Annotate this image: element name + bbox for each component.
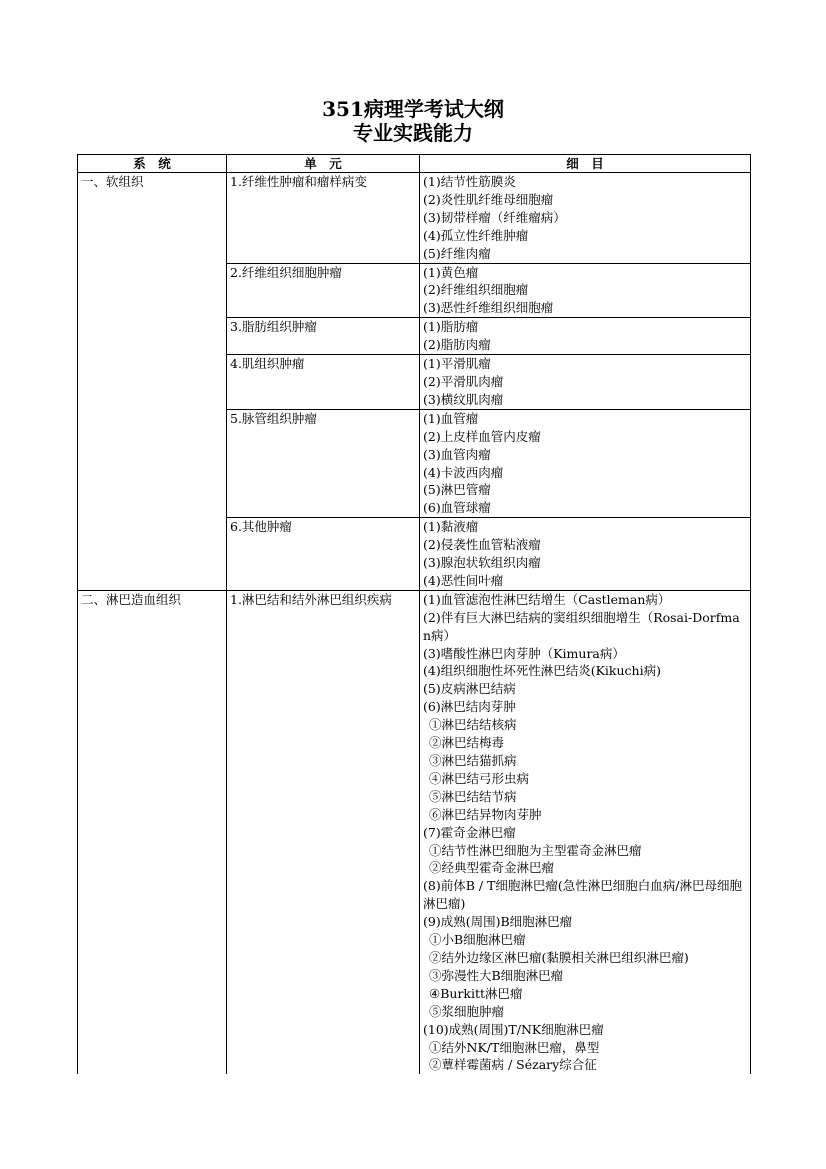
detail-item: (3)横纹肌肉瘤 [423, 391, 504, 407]
detail-item: ⑤浆细胞肿瘤 [429, 1003, 505, 1019]
unit-cell: 1.纤维性肿瘤和瘤样病变 [227, 173, 420, 264]
detail-item: ②结外边缘区淋巴瘤(黏膜相关淋巴组织淋巴瘤) [429, 949, 689, 965]
detail-item: (4)孤立性纤维肿瘤 [423, 227, 529, 243]
unit-cell: 3.脂肪组织肿瘤 [227, 318, 420, 355]
system-cell [78, 318, 227, 355]
table-row [78, 409, 751, 517]
detail-item: ①结外NK/T细胞淋巴瘤，鼻型 [429, 1039, 600, 1055]
detail-item: (4)组织细胞性坏死性淋巴结炎(Kikuchi病) [423, 663, 661, 679]
detail-item: ⑤淋巴结结节病 [429, 788, 517, 804]
detail-item: (2)平滑肌肉瘤 [423, 373, 504, 389]
detail-item: ①淋巴结结核病 [429, 717, 517, 733]
detail-item: (1)血管瘤 [423, 410, 479, 426]
detail-item: (1)平滑肌瘤 [423, 356, 491, 372]
table-row [78, 355, 751, 410]
detail-item: (6)血管球瘤 [423, 500, 491, 516]
table-row [78, 173, 751, 264]
detail-cell [420, 590, 751, 1074]
detail-item: ③淋巴结猫抓病 [429, 753, 517, 768]
system-cell: 二、淋巴造血组织 [78, 590, 227, 1074]
detail-item: (2)脂肪肉瘤 [423, 337, 491, 353]
detail-item: (3)韧带样瘤（纤维瘤病） [423, 209, 566, 225]
detail-item: ⑥淋巴结异物肉芽肿 [429, 806, 542, 822]
header-detail: 细 目 [420, 155, 751, 173]
detail-item: (1)脂肪瘤 [423, 319, 479, 335]
system-cell [78, 263, 227, 318]
detail-item: (8)前体B / T细胞淋巴瘤(急性淋巴细胞白血病/淋巴母细胞淋巴瘤) [423, 878, 742, 912]
detail-cell [420, 355, 751, 410]
detail-item: ④淋巴结弓形虫病 [429, 770, 530, 786]
detail-item: ③弥漫性大B细胞淋巴瘤 [429, 967, 564, 983]
detail-cell [420, 263, 751, 318]
detail-item: ①小B细胞淋巴瘤 [429, 932, 526, 948]
detail-item: (4)卡波西肉瘤 [423, 464, 504, 480]
detail-item: (2)上皮样血管内皮瘤 [423, 428, 541, 444]
unit-cell: 5.脉管组织肿瘤 [227, 409, 420, 517]
detail-item: (9)成熟(周围)B细胞淋巴瘤 [423, 914, 573, 930]
page-title: 351病理学考试大纲 [322, 97, 504, 121]
unit-cell: 2.纤维组织细胞肿瘤 [227, 263, 420, 318]
table-body [78, 173, 751, 1075]
detail-item: (1)黏液瘤 [423, 519, 479, 535]
unit-cell: 1.淋巴结和结外淋巴组织疾病 [227, 590, 420, 1074]
syllabus-table [77, 154, 751, 1074]
detail-cell [420, 173, 751, 264]
detail-item: ②淋巴结梅毒 [429, 735, 505, 751]
detail-item: (10)成熟(周围)T/NK细胞淋巴瘤 [423, 1021, 604, 1037]
system-cell [78, 518, 227, 591]
table-row [78, 318, 751, 355]
detail-item: (2)侵袭性血管粘液瘤 [423, 537, 541, 553]
unit-cell: 4.肌组织肿瘤 [227, 355, 420, 410]
detail-item: (1)血管滤泡性淋巴结增生（Castleman病） [423, 591, 671, 607]
detail-item: (3)血管肉瘤 [423, 446, 491, 462]
header-row [78, 155, 751, 173]
detail-item: (2)伴有巨大淋巴结病的窦组织细胞增生（Rosai-Dorfman病） [423, 609, 740, 643]
detail-item: (4)恶性间叶瘤 [423, 572, 504, 588]
header-unit: 单 元 [227, 155, 420, 173]
table-row [78, 263, 751, 318]
detail-item: (1)结节性筋膜炎 [423, 174, 516, 189]
detail-item: (2)纤维组织细胞瘤 [423, 282, 529, 298]
detail-item: ②蕈样霉菌病 / Sézary综合征 [429, 1057, 597, 1073]
system-cell: 一、软组织 [78, 173, 227, 264]
detail-cell [420, 518, 751, 591]
system-cell [78, 355, 227, 410]
detail-item: (6)淋巴结肉芽肿 [423, 699, 516, 715]
detail-item: (2)炎性肌纤维母细胞瘤 [423, 191, 554, 207]
page-subtitle: 专业实践能力 [353, 121, 473, 145]
unit-cell: 6.其他肿瘤 [227, 518, 420, 591]
detail-item: (3)嗜酸性淋巴肉芽肿（Kimura病） [423, 645, 625, 661]
table-row [78, 518, 751, 591]
system-cell [78, 409, 227, 517]
detail-item: (5)纤维肉瘤 [423, 245, 491, 261]
detail-item: (3)恶性纤维组织细胞瘤 [423, 300, 554, 316]
detail-item: (3)腺泡状软组织肉瘤 [423, 555, 541, 571]
detail-item: (1)黄色瘤 [423, 264, 479, 280]
detail-item: ①结节性淋巴细胞为主型霍奇金淋巴瘤 [429, 842, 642, 858]
detail-item: (7)霍奇金淋巴瘤 [423, 824, 516, 840]
detail-cell [420, 409, 751, 517]
table-row [78, 590, 751, 1074]
detail-item: (5)皮病淋巴结病 [423, 681, 516, 697]
detail-item: ②经典型霍奇金淋巴瘤 [429, 860, 555, 876]
detail-cell [420, 318, 751, 355]
detail-item: (5)淋巴管瘤 [423, 482, 491, 498]
detail-item: ④Burkitt淋巴瘤 [429, 985, 523, 1001]
header-system: 系 统 [78, 155, 227, 173]
